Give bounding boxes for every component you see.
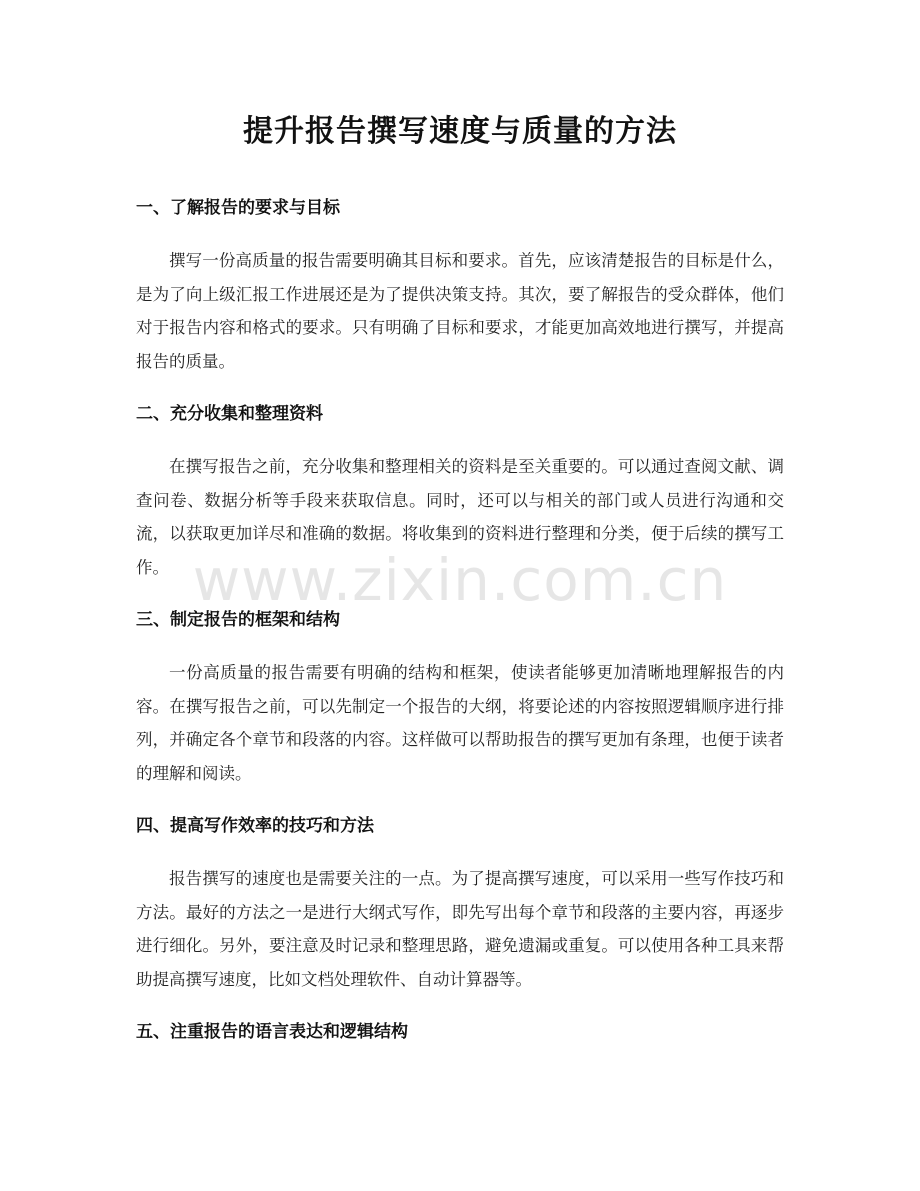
section-heading: 一、了解报告的要求与目标 [136, 198, 340, 218]
section-heading: 五、注重报告的语言表达和逻辑结构 [136, 1022, 408, 1042]
section-heading: 三、制定报告的框架和结构 [136, 610, 340, 630]
section-4 [136, 812, 784, 996]
document-title: 提升报告撰写速度与质量的方法 [243, 114, 677, 149]
section-paragraph: 撰写一份高质量的报告需要明确其目标和要求。首先，应该清楚报告的目标是什么，是为了向上级汇报工作进展还是为了提供决策支持。其次，要了解报告的受众群体，他们对于报告内容和格式的要求。只有明确了目标和要求，才能更加高效地进行撰写，并提高报告的质量。 [136, 251, 784, 371]
section-paragraph: 报告撰写的速度也是需要关注的一点。为了提高撰写速度，可以采用一些写作技巧和方法。最好的方法之一是进行大纲式写作，即先写出每个章节和段落的主要内容，再逐步进行细化。另外，要注意及时记录和整理思路，避免遗漏或重复。可以使用各种工具来帮助提高撰写速度，比如文档处理软件、自动计算器等。 [136, 869, 784, 989]
section-2 [136, 400, 784, 584]
section-5 [136, 1018, 784, 1046]
section-paragraph: 在撰写报告之前，充分收集和整理相关的资料是至关重要的。可以通过查阅文献、调查问卷、数据分析等手段来获取信息。同时，还可以与相关的部门或人员进行沟通和交流，以获取更加详尽和准确的数据。将收集到的资料进行整理和分类，便于后续的撰写工作。 [136, 457, 784, 577]
section-3 [136, 606, 784, 790]
section-heading: 四、提高写作效率的技巧和方法 [136, 816, 374, 836]
section-paragraph: 一份高质量的报告需要有明确的结构和框架，使读者能够更加清晰地理解报告的内容。在撰写报告之前，可以先制定一个报告的大纲，将要论述的内容按照逻辑顺序进行排列，并确定各个章节和段落的内容。这样做可以帮助报告的撰写更加有条理，也便于读者的理解和阅读。 [136, 663, 784, 783]
section-heading: 二、充分收集和整理资料 [136, 404, 323, 424]
section-1 [136, 194, 784, 378]
watermark: www.zixin.com.cn [192, 546, 728, 614]
